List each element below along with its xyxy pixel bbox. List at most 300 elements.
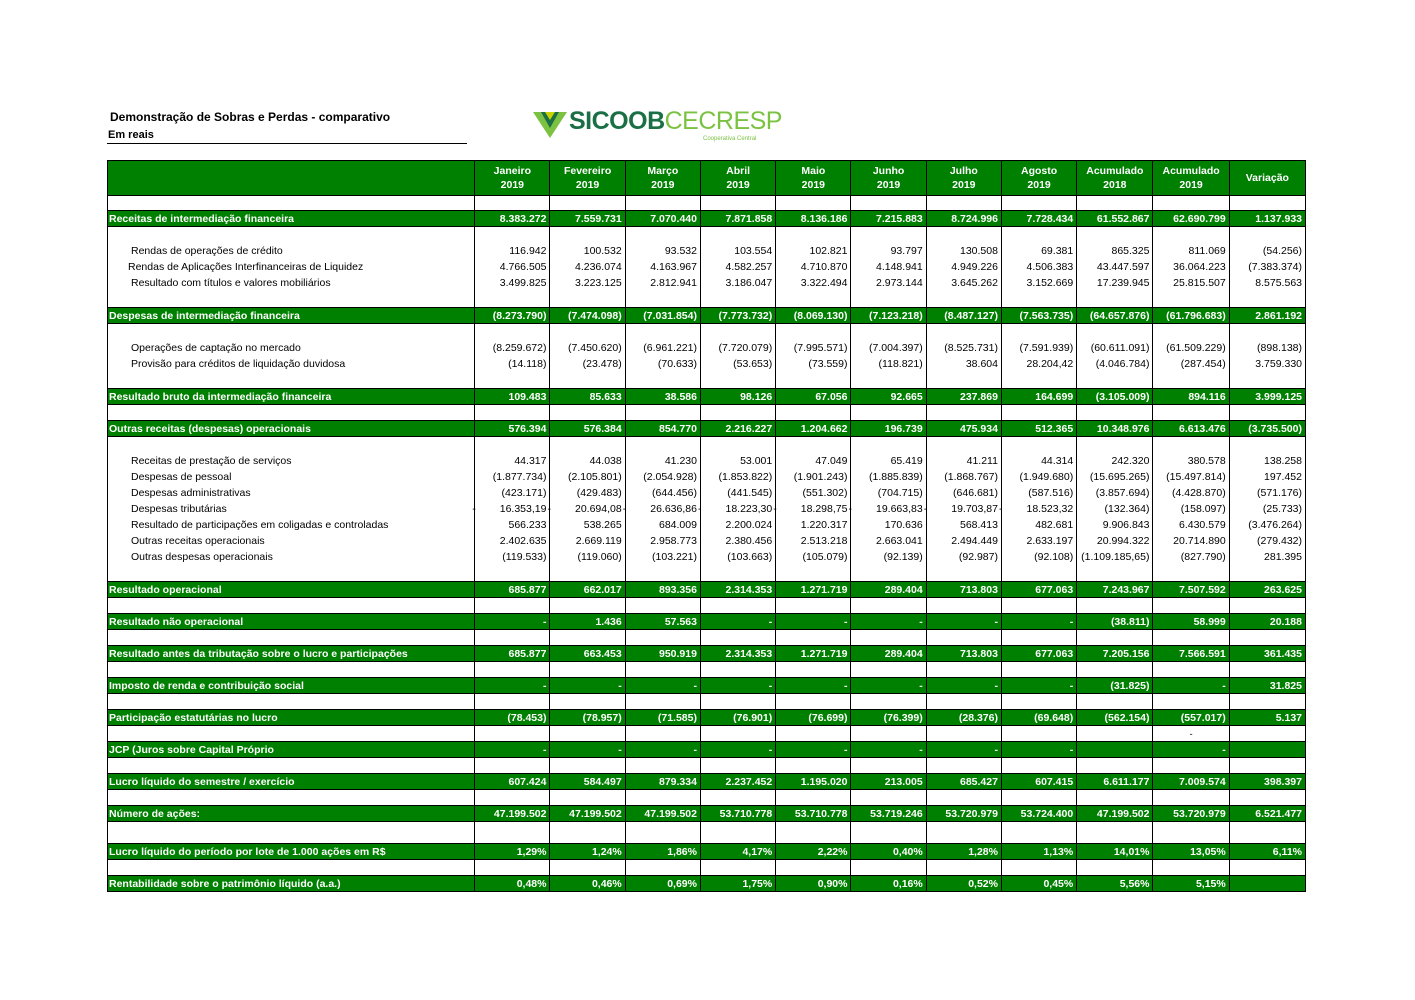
spacer-cell	[1153, 822, 1229, 844]
spacer-cell	[1153, 860, 1229, 876]
value-text: (429.483)	[576, 487, 622, 499]
line-item-value	[851, 517, 925, 533]
line-item-value	[1230, 485, 1305, 501]
despesas-detail-values	[701, 324, 775, 388]
value-text: (92.987)	[958, 551, 998, 563]
spacer-cell	[108, 790, 475, 806]
value-text: 568.413	[960, 519, 998, 531]
outras-detail-values-cell	[472, 437, 550, 582]
logo-tagline: Cooperativa Central	[703, 136, 757, 142]
rentabilidade-row-value: 0,52%	[926, 876, 1001, 892]
spacer-cell	[475, 726, 550, 742]
value-text: 41.211	[966, 455, 998, 467]
line-item-value	[701, 517, 775, 533]
spacer-cell	[108, 630, 475, 646]
line-item-label: Receitas de prestação de serviços	[131, 455, 292, 467]
line-item-value	[927, 275, 1001, 291]
line-item-value	[927, 533, 1001, 549]
line-item-value	[1077, 243, 1152, 259]
receitas-detail-values-cell	[1077, 227, 1153, 308]
column-header	[1077, 161, 1153, 196]
lucro-liquido-row	[108, 774, 1306, 790]
spacer-cell	[550, 860, 625, 876]
resultado-operacional-row-value: 713.803	[926, 582, 1001, 598]
resultado-bruto-row-value: 98.126	[700, 389, 775, 405]
spacer-cell	[475, 196, 550, 211]
spacer-cell	[625, 726, 700, 742]
line-item-value	[851, 340, 925, 356]
lucro-liquido-row-value: 7.009.574	[1153, 774, 1229, 790]
spacer-cell	[926, 694, 1001, 710]
value-text: 26.636,86	[650, 503, 697, 515]
line-item-value	[626, 517, 700, 533]
line-item-value	[701, 340, 775, 356]
value-text: (587.516)	[1028, 487, 1074, 499]
value-text: (827.790)	[1180, 551, 1226, 563]
line-item-value	[1153, 533, 1228, 549]
despesas-detail-values	[927, 324, 1001, 388]
line-item-value	[851, 275, 925, 291]
outras-detail-values-cell	[848, 437, 926, 582]
spacer-cell	[776, 822, 851, 844]
value-text: 130.508	[960, 245, 998, 257]
value-text: 36.064.223	[1173, 261, 1226, 273]
line-item-value	[776, 469, 850, 485]
header-blank-cell	[108, 161, 475, 196]
value-text: (7.591.939)	[1019, 342, 1074, 354]
line-item-value	[776, 243, 850, 259]
jcp-row	[108, 742, 1306, 758]
rentabilidade-row-value: 0,90%	[776, 876, 851, 892]
value-text: 47.049	[815, 455, 848, 467]
spacer-cell	[926, 630, 1001, 646]
value-text: 2.663.041	[876, 535, 923, 547]
resultado-nao-operacional-row-value: -	[776, 614, 851, 630]
resultado-operacional-row-value: 289.404	[851, 582, 926, 598]
negative-marker: -	[622, 503, 627, 515]
outras-detail-values-cell	[923, 437, 1001, 582]
column-header	[550, 161, 625, 196]
line-item-value	[475, 469, 549, 485]
value-text: (119.533)	[502, 551, 547, 563]
rentabilidade-row-value: 0,46%	[550, 876, 625, 892]
line-item-value	[848, 501, 925, 517]
value-text: (1.901.243)	[793, 471, 848, 483]
lucro-por-lote-row-value: 1,13%	[1001, 844, 1076, 860]
line-item-value	[626, 340, 700, 356]
resultado-operacional-row-label: Resultado operacional	[108, 582, 475, 598]
spacer-row	[108, 758, 1306, 774]
spacer-cell	[700, 860, 775, 876]
receitas-detail-values-cell	[475, 227, 550, 308]
line-item-label: Provisão para créditos de liquidação duvidosa	[131, 358, 346, 370]
resultado-bruto-row-value: 164.699	[1001, 389, 1076, 405]
outras-receitas-row-value: 196.739	[851, 421, 926, 437]
column-header-line2: 2019	[1179, 179, 1203, 191]
line-item-value	[1230, 549, 1305, 565]
value-text: (7.995.571)	[793, 342, 848, 354]
resultado-antes-tributacao-row-value: 1.271.719	[776, 646, 851, 662]
spacer-cell	[1077, 758, 1153, 774]
outras-receitas-row-value: 2.216.227	[700, 421, 775, 437]
imposto-renda-row-label: Imposto de renda e contribuição social	[108, 678, 475, 694]
value-text: (7.004.397)	[869, 342, 923, 354]
rentabilidade-row-value: 0,69%	[625, 876, 700, 892]
participacao-estatutaria-row-value: (557.017)	[1153, 710, 1229, 726]
spacer-cell	[1077, 822, 1153, 844]
despesas-detail-block	[108, 324, 1306, 389]
value-text: 4.710.870	[800, 261, 848, 273]
spacer-cell	[475, 860, 550, 876]
spacer-cell	[1153, 726, 1229, 742]
line-item-value	[550, 485, 624, 501]
resultado-bruto-row-value: 85.633	[550, 389, 625, 405]
value-text: (105.079)	[802, 551, 848, 563]
value-text: (119.060)	[577, 551, 622, 563]
value-text: (3.476.264)	[1248, 519, 1302, 531]
line-item-value	[626, 356, 700, 372]
line-item-value	[1153, 356, 1228, 372]
spacer-cell	[851, 726, 926, 742]
spacer-cell	[926, 726, 1001, 742]
receitas-intermediacao-row-value: 8.383.272	[475, 211, 550, 227]
resultado-bruto-row-value: 3.999.125	[1229, 389, 1305, 405]
spacer-cell	[1001, 790, 1076, 806]
despesas-intermediacao-row-value: (8.069.130)	[776, 308, 851, 324]
resultado-bruto-row-value: (3.105.009)	[1077, 389, 1153, 405]
outras-receitas-row	[108, 421, 1306, 437]
despesas-intermediacao-row-value: (64.657.876)	[1077, 308, 1153, 324]
value-text: 69.381	[1041, 245, 1074, 257]
line-item-label: Resultado com títulos e valores mobiliários	[131, 277, 331, 289]
resultado-antes-tributacao-row-value: 2.314.353	[700, 646, 775, 662]
resultado-bruto-row-value: 92.665	[851, 389, 926, 405]
lucro-por-lote-row-value: 13,05%	[1153, 844, 1229, 860]
line-item-value	[626, 259, 700, 275]
spacer-cell	[1229, 662, 1305, 678]
negative-marker: -	[697, 503, 702, 515]
line-item-value	[1002, 549, 1076, 565]
column-header-line2: 2019	[726, 179, 750, 191]
column-header-line1: Fevereiro	[563, 165, 612, 177]
outras-receitas-row-value: 576.384	[550, 421, 625, 437]
spacer-cell	[108, 598, 475, 614]
line-item-value	[1002, 243, 1076, 259]
line-item-value	[1077, 501, 1152, 517]
column-header	[776, 161, 851, 196]
outras-receitas-row-value: (3.735.500)	[1229, 421, 1305, 437]
spacer-cell	[851, 630, 926, 646]
line-item-value	[1153, 485, 1228, 501]
line-item-value	[927, 549, 1001, 565]
spacer-cell	[625, 758, 700, 774]
value-text: (646.681)	[953, 487, 998, 499]
spacer-cell	[700, 790, 775, 806]
spacer-cell	[625, 694, 700, 710]
despesas-intermediacao-row-value: (7.773.732)	[700, 308, 775, 324]
receitas-intermediacao-row-value: 61.552.867	[1077, 211, 1153, 227]
jcp-row-value	[1229, 742, 1305, 758]
line-item-value	[550, 259, 624, 275]
resultado-operacional-row-value: 263.625	[1229, 582, 1305, 598]
line-item-value	[851, 469, 925, 485]
value-text: (118.821)	[878, 358, 923, 370]
column-header-line1: Março	[647, 165, 679, 177]
outras-detail-values-cell	[773, 437, 851, 582]
line-item-value	[1077, 259, 1152, 275]
line-item-value	[475, 517, 549, 533]
resultado-antes-tributacao-row-value: 713.803	[926, 646, 1001, 662]
line-item-value	[1002, 469, 1076, 485]
value-text: 3.499.825	[499, 277, 547, 289]
rentabilidade-row-value: 0,48%	[475, 876, 550, 892]
spacer-cell	[1229, 726, 1305, 742]
value-text: 2.402.635	[499, 535, 547, 547]
value-text: 53.001	[740, 455, 773, 467]
resultado-nao-operacional-row-value: -	[475, 614, 550, 630]
value-text: (4.428.870)	[1172, 487, 1226, 499]
spacer-cell	[1153, 758, 1229, 774]
rentabilidade-row-value: 1,75%	[700, 876, 775, 892]
rentabilidade-row-value: 0,16%	[851, 876, 926, 892]
value-text: 19.663,83	[876, 503, 923, 515]
value-text: 2.380.456	[725, 535, 773, 547]
lucro-por-lote-row-value: 6,11%	[1229, 844, 1305, 860]
lucro-liquido-row-value: 607.415	[1001, 774, 1076, 790]
spacer-cell	[1229, 694, 1305, 710]
outras-detail-values	[697, 437, 775, 581]
value-text: (92.108)	[1034, 551, 1074, 563]
spacer-cell	[1229, 790, 1305, 806]
income-statement-table	[107, 160, 1306, 892]
spacer-cell	[926, 822, 1001, 844]
value-text: (8.259.672)	[492, 342, 547, 354]
rentabilidade-row-label: Rentabilidade sobre o patrimônio líquido (a.a.)	[108, 876, 475, 892]
resultado-nao-operacional-row-value: (38.811)	[1077, 614, 1153, 630]
line-item-label: Despesas tributárias	[131, 503, 227, 515]
value-text: 566.233	[508, 519, 547, 531]
resultado-bruto-row	[108, 389, 1306, 405]
despesas-detail-values-cell	[550, 324, 625, 389]
value-text: 9.906.843	[1102, 519, 1150, 531]
value-text: 1.220.317	[800, 519, 848, 531]
negative-marker: -	[923, 503, 928, 515]
line-item-value	[776, 275, 850, 291]
numero-acoes-row-value: 47.199.502	[475, 806, 550, 822]
value-text: 17.239.945	[1096, 277, 1150, 289]
spacer-cell	[851, 758, 926, 774]
line-item-value	[475, 356, 549, 372]
value-text: 116.942	[509, 245, 547, 257]
negative-marker: -	[547, 503, 551, 515]
line-item-value	[927, 243, 1001, 259]
despesas-intermediacao-row-value: 2.861.192	[1229, 308, 1305, 324]
line-item-value	[927, 340, 1001, 356]
line-item-value	[701, 485, 775, 501]
participacao-estatutaria-row-value: 5.137	[1229, 710, 1305, 726]
receitas-detail-values-cell	[700, 227, 775, 308]
spacer-row	[108, 196, 1306, 211]
value-text: 8.575.563	[1255, 277, 1302, 289]
value-text: 44.038	[589, 455, 622, 467]
line-item-value	[475, 485, 549, 501]
resultado-bruto-row-value: 109.483	[475, 389, 550, 405]
value-text: 684.009	[659, 519, 697, 531]
line-item-value	[472, 501, 549, 517]
column-header-row	[108, 161, 1306, 196]
value-text: 18.298,75	[800, 503, 848, 515]
line-item-value	[626, 243, 700, 259]
lucro-por-lote-row-value: 4,17%	[700, 844, 775, 860]
resultado-antes-tributacao-row-label: Resultado antes da tributação sobre o lucro e participações	[108, 646, 475, 662]
line-item-value	[927, 485, 1001, 501]
receitas-detail-values-cell	[926, 227, 1001, 308]
despesas-detail-values-cell	[1153, 324, 1229, 389]
jcp-row-value: -	[851, 742, 926, 758]
line-item-value	[475, 259, 549, 275]
value-text: 4.582.257	[725, 261, 773, 273]
spacer-cell	[625, 860, 700, 876]
despesas-detail-values-cell	[625, 324, 700, 389]
line-item-value	[1077, 275, 1152, 291]
line-item-value	[1002, 356, 1076, 372]
resultado-nao-operacional-row-value: 58.999	[1153, 614, 1229, 630]
line-item-value	[1153, 340, 1228, 356]
value-text: (704.715)	[877, 487, 923, 499]
imposto-renda-row-value: -	[776, 678, 851, 694]
value-text: (1.109.185,65)	[1081, 551, 1150, 563]
line-item-value	[475, 453, 549, 469]
numero-acoes-row-value: 53.710.778	[776, 806, 851, 822]
lucro-liquido-row-value: 879.334	[625, 774, 700, 790]
imposto-renda-row-value: -	[1153, 678, 1229, 694]
spacer-cell	[776, 662, 851, 678]
spacer-cell	[1077, 662, 1153, 678]
spacer-cell	[108, 196, 475, 211]
lucro-liquido-row-value: 584.497	[550, 774, 625, 790]
column-header	[1001, 161, 1076, 196]
despesas-intermediacao-row-value: (7.123.218)	[851, 308, 926, 324]
spacer-cell	[1001, 630, 1076, 646]
jcp-row-value: -	[1153, 742, 1229, 758]
spacer-cell	[700, 694, 775, 710]
resultado-bruto-row-label: Resultado bruto da intermediação financeira	[108, 389, 475, 405]
line-item-value	[550, 517, 624, 533]
spacer-cell	[1153, 662, 1229, 678]
receitas-detail-values-cell	[1001, 227, 1076, 308]
column-header	[851, 161, 926, 196]
line-item-value	[927, 259, 1001, 275]
lucro-liquido-row-value: 213.005	[851, 774, 926, 790]
receitas-detail-values-cell	[776, 227, 851, 308]
imposto-renda-row-value: -	[550, 678, 625, 694]
outras-receitas-row-value: 1.204.662	[776, 421, 851, 437]
participacao-estatutaria-row-value: (562.154)	[1077, 710, 1153, 726]
line-item-value	[851, 356, 925, 372]
line-item-label: Rendas de operações de crédito	[131, 245, 283, 257]
column-header	[625, 161, 700, 196]
jcp-row-value	[1077, 742, 1153, 758]
spacer-cell	[700, 726, 775, 742]
spacer-cell	[926, 790, 1001, 806]
value-text: 100.532	[583, 245, 622, 257]
jcp-row-value: -	[776, 742, 851, 758]
jcp-row-value: -	[1001, 742, 1076, 758]
despesas-detail-values-cell	[1077, 324, 1153, 389]
spacer-cell	[851, 822, 926, 844]
value-text: (23.478)	[582, 358, 622, 370]
outras-detail-values	[622, 437, 700, 581]
spacer-cell	[1001, 822, 1076, 844]
participacao-estatutaria-row-value: (76.901)	[700, 710, 775, 726]
value-text: 811.069	[1188, 245, 1226, 257]
value-text: 18.223,30	[725, 503, 773, 515]
line-item-value	[550, 533, 624, 549]
receitas-intermediacao-row-value: 7.871.858	[700, 211, 775, 227]
column-header-line1: Variação	[1245, 172, 1289, 184]
line-item-value	[1153, 275, 1228, 291]
line-item-value	[626, 549, 700, 565]
spacer-cell	[1001, 405, 1076, 421]
resultado-bruto-row-value: 38.586	[625, 389, 700, 405]
outras-detail-values-cell	[622, 437, 700, 582]
line-item-value	[927, 517, 1001, 533]
line-item-value	[927, 453, 1001, 469]
participacao-estatutaria-row-label: Participação estatutárias no lucro	[108, 710, 475, 726]
despesas-detail-values-cell	[1229, 324, 1305, 389]
imposto-renda-row-value: -	[851, 678, 926, 694]
receitas-intermediacao-row-value: 7.215.883	[851, 211, 926, 227]
rentabilidade-row-value	[1229, 876, 1305, 892]
spacer-cell	[625, 662, 700, 678]
value-text: (2.054.928)	[643, 471, 697, 483]
line-item-value	[550, 469, 624, 485]
line-item-value	[475, 340, 549, 356]
jcp-row-value: -	[475, 742, 550, 758]
column-header	[1229, 161, 1305, 196]
lucro-por-lote-row-value: 14,01%	[1077, 844, 1153, 860]
imposto-renda-row-value: -	[1001, 678, 1076, 694]
value-text: (3.857.694)	[1095, 487, 1150, 499]
outras-detail-values	[848, 437, 925, 581]
spacer-cell	[1077, 630, 1153, 646]
line-item-value	[851, 533, 925, 549]
resultado-operacional-row-value: 7.507.592	[1153, 582, 1229, 598]
lucro-por-lote-row-label: Lucro líquido do período por lote de 1.000 ações em R$	[108, 844, 475, 860]
receitas-detail-values	[1002, 227, 1076, 307]
resultado-operacional-row-value: 1.271.719	[776, 582, 851, 598]
line-item-value	[475, 243, 549, 259]
spacer-cell	[625, 405, 700, 421]
numero-acoes-row-value: 47.199.502	[625, 806, 700, 822]
value-text: (73.559)	[808, 358, 848, 370]
spacer-cell	[1001, 860, 1076, 876]
receitas-detail-values-cell	[1153, 227, 1229, 308]
line-item-label: Despesas administrativas	[131, 487, 251, 499]
resultado-nao-operacional-row-value: -	[926, 614, 1001, 630]
lucro-por-lote-row-value: 0,40%	[851, 844, 926, 860]
line-item-value	[1153, 517, 1228, 533]
receitas-detail-block	[108, 227, 1306, 308]
value-text: 19.703,87	[951, 503, 998, 515]
value-text: (1.868.767)	[944, 471, 998, 483]
negative-marker: -	[472, 503, 476, 515]
value-text: 4.949.226	[951, 261, 998, 273]
value-text: 28.204,42	[1026, 358, 1074, 370]
line-item-value	[776, 340, 850, 356]
value-text: 43.447.597	[1096, 261, 1150, 273]
spacer-cell	[700, 598, 775, 614]
